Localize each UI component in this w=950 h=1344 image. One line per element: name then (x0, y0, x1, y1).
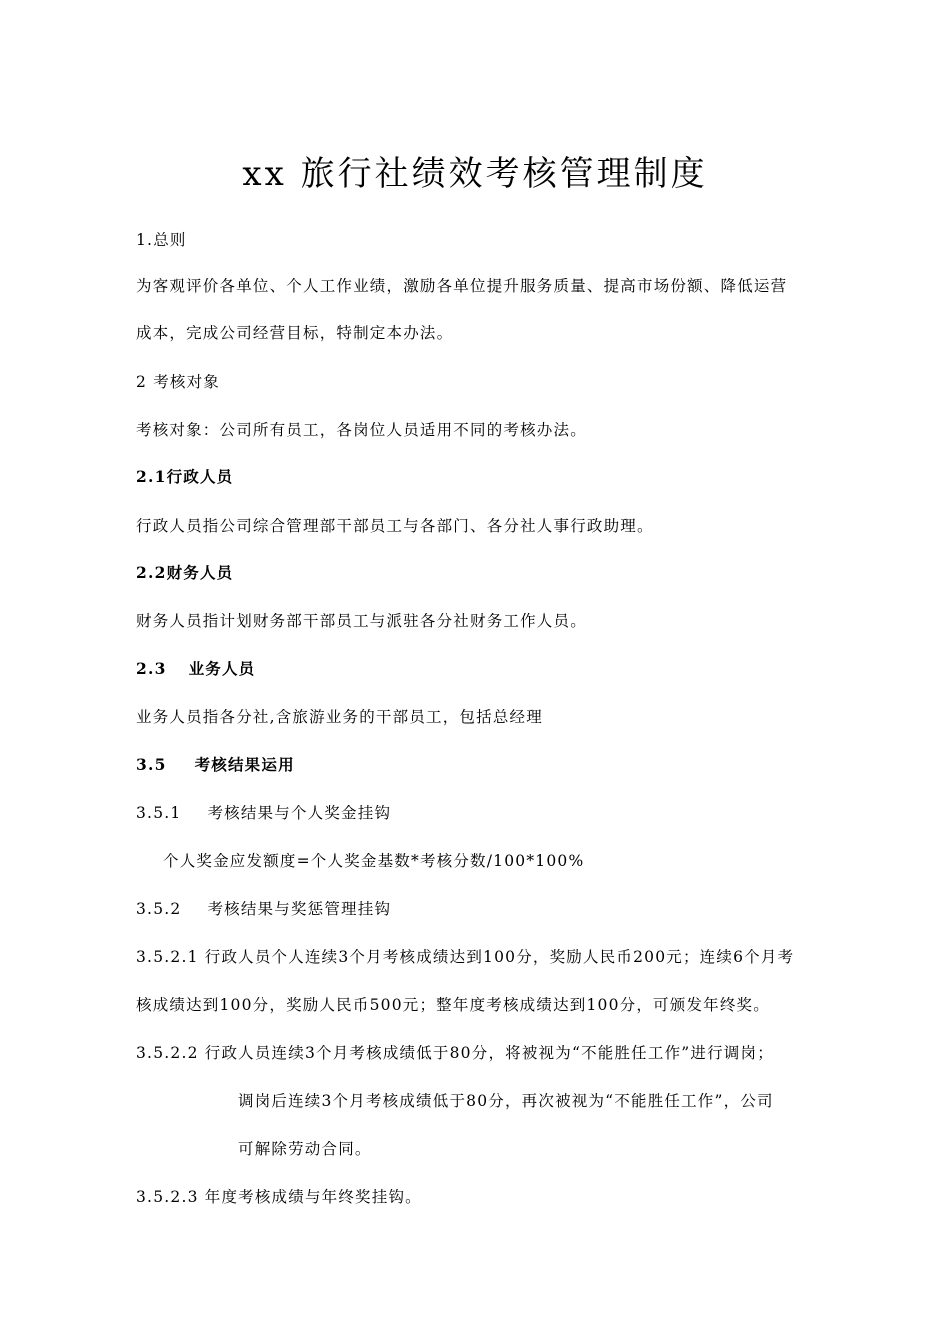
heading-text: 考核结果运用 (194, 755, 295, 774)
paragraph-line: 3.5.2.3 年度考核成绩与年终奖挂钩。 (136, 1188, 422, 1206)
paragraph-line: 考核对象：公司所有员工，各岗位人员适用不同的考核办法。 (136, 421, 587, 439)
document-title: xx 旅行社绩效考核管理制度 (242, 154, 708, 194)
heading-text: 考核结果与奖惩管理挂钩 (207, 900, 392, 918)
formula-line: 个人奖金应发额度=个人奖金基数*考核分数/100*100% (163, 852, 585, 870)
section-heading: 1.总则 (136, 231, 187, 249)
paragraph-line: 业务人员指各分社,含旅游业务的干部员工，包括总经理 (136, 708, 543, 726)
paragraph-line: 行政人员指公司综合管理部干部员工与各部门、各分社人事行政助理。 (136, 517, 654, 535)
heading-number: 3.5.2 (136, 900, 182, 918)
heading-number: 2.3 (136, 659, 167, 678)
heading-text: 考核结果与个人奖金挂钩 (207, 804, 392, 822)
subsection-heading (136, 657, 255, 681)
paragraph-line: 可解除劳动合同。 (238, 1140, 372, 1158)
paragraph-line: 3.5.2.1 行政人员个人连续3个月考核成绩达到100分，奖励人民币200元；连续6个月考 (136, 948, 795, 966)
paragraph-line: 财务人员指计划财务部干部员工与派驻各分社财务工作人员。 (136, 612, 587, 630)
paragraph-line: 调岗后连续3个月考核成绩低于80分，再次被视为“不能胜任工作”，公司 (238, 1092, 774, 1110)
paragraph-line: 为客观评价各单位、个人工作业绩，激励各单位提升服务质量、提高市场份额、降低运营 (136, 277, 788, 295)
section-heading: 2 考核对象 (136, 373, 220, 391)
subsection-heading (136, 801, 391, 825)
subsection-heading: 2.2财务人员 (136, 563, 234, 582)
subsection-heading (136, 753, 295, 777)
heading-number: 3.5 (136, 755, 167, 774)
heading-text: 业务人员 (188, 659, 256, 678)
heading-number: 3.5.1 (136, 804, 182, 822)
subsection-heading (136, 897, 391, 921)
paragraph-line: 3.5.2.2 行政人员连续3个月考核成绩低于80分，将被视为“不能胜任工作”进行调岗； (136, 1044, 774, 1062)
paragraph-line: 成本，完成公司经营目标，特制定本办法。 (136, 324, 454, 342)
subsection-heading: 2.1行政人员 (136, 467, 234, 486)
paragraph-line: 核成绩达到100分，奖励人民币500元；整年度考核成绩达到100分，可颁发年终奖。 (136, 996, 770, 1014)
